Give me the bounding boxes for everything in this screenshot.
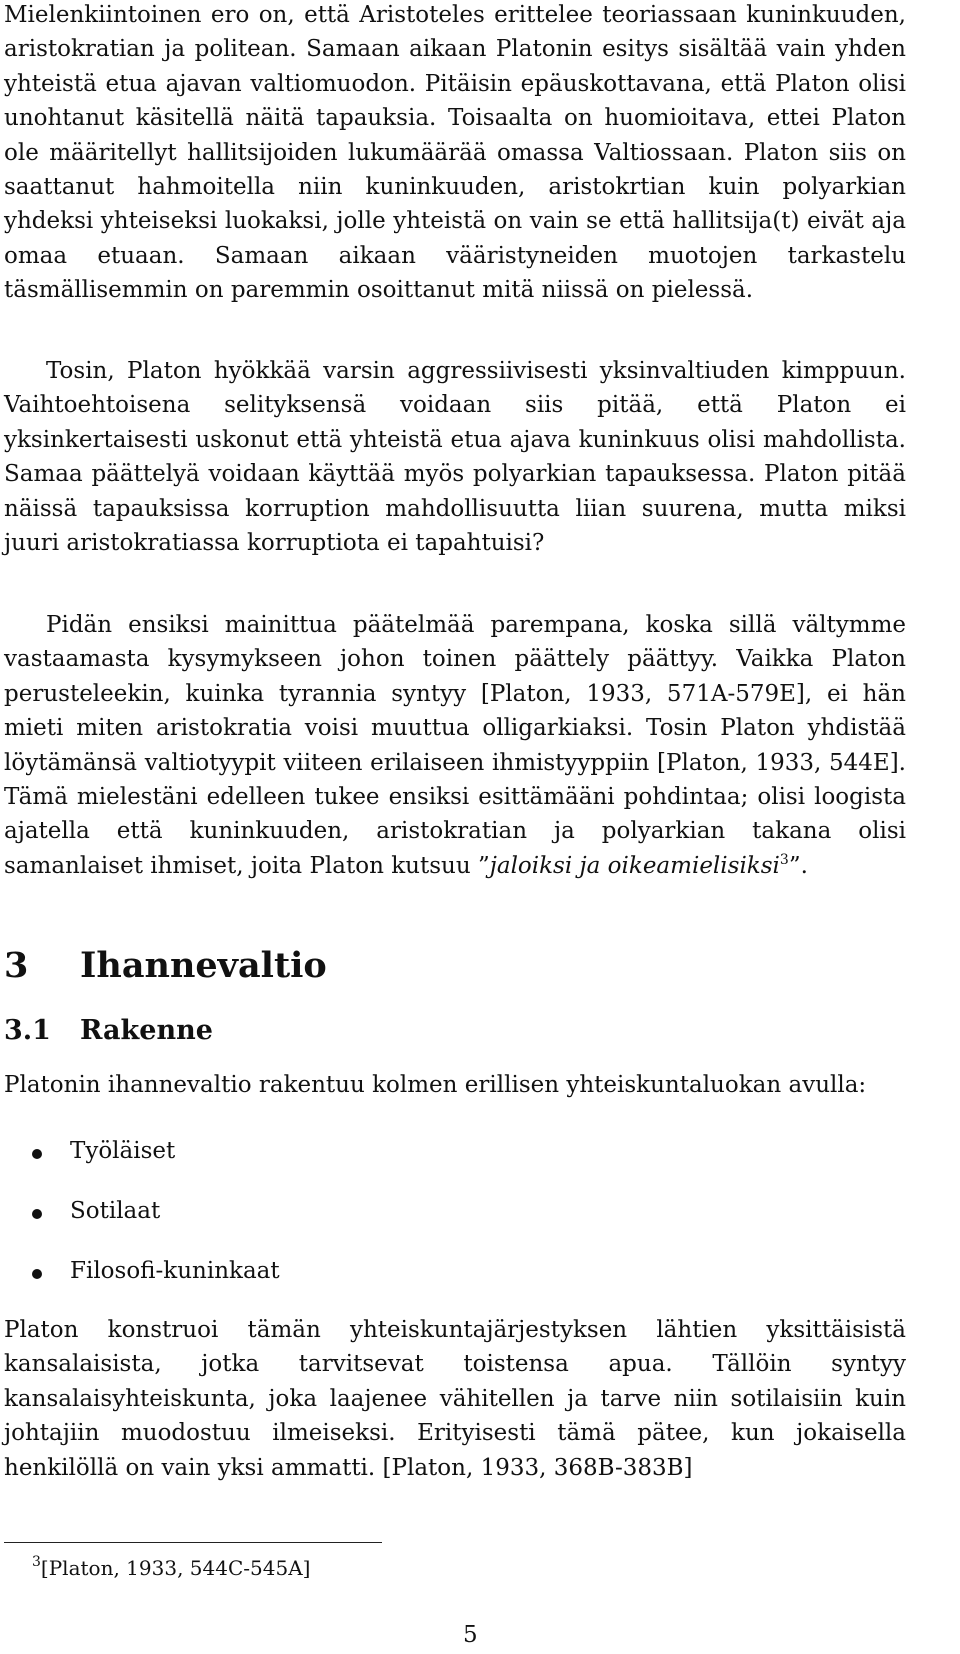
list-item (4, 1134, 280, 1194)
paragraph-conclusion-text: Pidän ensiksi mainittua päätelmää parempana, koska sillä vältymme vastaamasta kysymykseen johon toinen päättely päättyy. Vaikka Platon perusteleekin, kuinka tyrannia syntyy [Platon, 1933, 571A-579E], ei hän mieti miten aristokratia voisi muuttua olligarkiaksi. Tosin Platon yhdistää löytämänsä valtiotyypit viiteen erilaiseen ihmistyyppiin [Platon, 1933, 544E]. Tämä mielestäni edelleen tukee ensiksi esittämääni pohdintaa; olisi loogista ajatella että kuninkuuden, aristokratian ja polyarkian takana olisi samanlaiset ihmiset, joita Platon kutsuu ” (4, 612, 906, 879)
footnote-reference[interactable]: 3 (779, 851, 789, 868)
bullet-icon (32, 1149, 42, 1159)
list-item (4, 1254, 280, 1314)
footnote (32, 1554, 310, 1582)
list-item-label: Työläiset (70, 1138, 176, 1164)
list-item (4, 1194, 280, 1254)
class-list (4, 1134, 280, 1314)
paragraph-conclusion-end: ”. (788, 852, 808, 879)
paragraph-aristoteles: Mielenkiintoinen ero on, että Aristoteles erittelee teoriassaan kuninkuuden, aristokratian ja politean. Samaan aikaan Platonin esitys sisältää vain yhden yhteistä etua ajavan valtiomuodon. Pitäisin epäuskottavana, että Platon olisi unohtanut käsitellä näitä tapauksia. Toisaalta on huomioitava, ettei Platon ole määritellyt hallitsijoiden lukumäärää omassa Valtiossaan. Platon siis on saattanut hahmoitella niin kuninkuuden, aristokrtian kuin polyarkian yhdeksi yhteiseksi luokaksi, jolle yhteistä on vain se että hallitsija(t) eivät aja omaa etuaan. Samaan aikaan vääristyneiden muotojen tarkastelu täsmällisemmin on paremmin osoittanut mitä niissä on pielessä. (4, 2, 906, 304)
bullet-icon (32, 1269, 42, 1279)
paragraph-structure-intro: Platonin ihannevaltio rakentuu kolmen erillisen yhteiskuntaluokan avulla: (4, 1072, 867, 1098)
quoted-term: jaloiksi ja oikeamielisiksi (489, 852, 780, 879)
subsection-heading (4, 1013, 213, 1049)
footnote-text: [Platon, 1933, 544C-545A] (40, 1556, 311, 1580)
section-number: 3 (4, 945, 29, 986)
section-heading (4, 944, 327, 988)
list-item-label: Sotilaat (70, 1198, 161, 1224)
page-number: 5 (463, 1622, 478, 1648)
section-title: Ihannevaltio (80, 945, 327, 986)
subsection-number: 3.1 (4, 1015, 51, 1046)
paragraph-construction: Platon konstruoi tämän yhteiskuntajärjestyksen lähtien yksittäisistä kansalaisista, jotka tarvitsevat toistensa apua. Tällöin syntyy kansalaisyhteiskunta, joka laajenee vähitellen ja tarve niin sotilaisiin kuin johtajiin muodostuu ilmeiseksi. Erityisesti tämä pätee, kun jokaisella henkilöllä on vain yksi ammatti. [Platon, 1933, 368B-383B] (4, 1317, 906, 1481)
list-item-label: Filosofi-kuninkaat (70, 1258, 280, 1284)
subsection-title: Rakenne (80, 1015, 213, 1046)
bullet-icon (32, 1209, 42, 1219)
footnote-divider (4, 1542, 382, 1543)
paragraph-tyranny: Tosin, Platon hyökkää varsin aggressiivisesti yksinvaltiuden kimppuun. Vaihtoehtoisena selityksensä voidaan siis pitää, että Platon ei yksinkertaisesti uskonut että yhteistä etua ajava kuninkuus olisi mahdollista. Samaa päättelyä voidaan käyttää myös polyarkian tapauksessa. Platon pitää näissä tapauksissa korruption mahdollisuutta liian suurena, mutta miksi juuri aristokratiassa korruptiota ei tapahtuisi? (4, 358, 906, 557)
paragraph-conclusion (4, 608, 906, 883)
footnote-mark: 3 (32, 1554, 41, 1570)
